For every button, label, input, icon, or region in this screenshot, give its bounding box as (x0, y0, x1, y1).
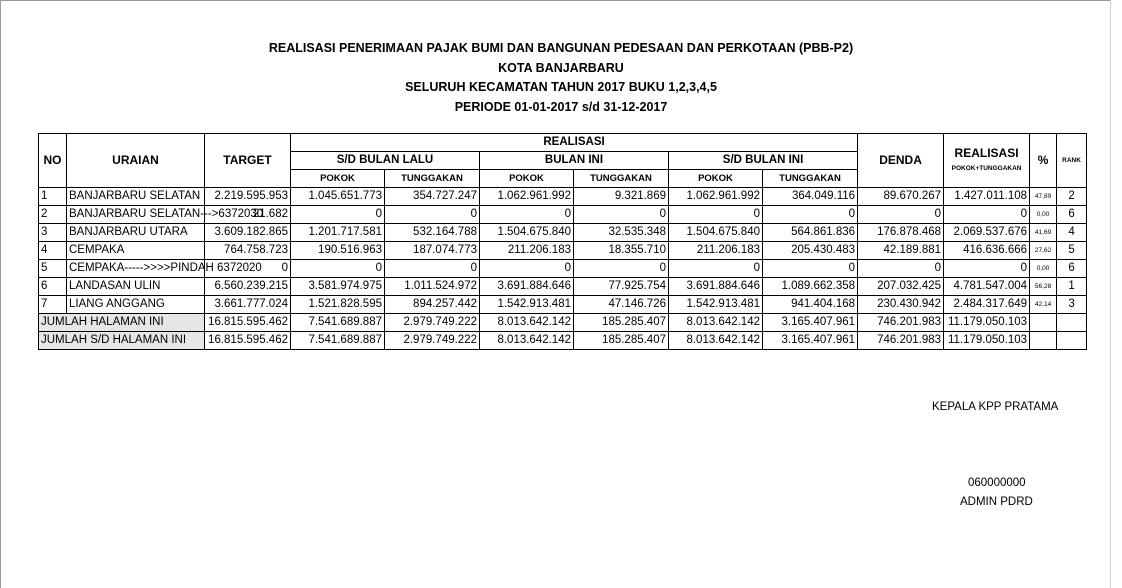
cell-no: 5 (39, 260, 67, 278)
cell-realisasi: 2.484.317.649 (944, 296, 1030, 314)
cell-rank: 6 (1057, 206, 1087, 224)
cell-target: 2.219.595.953 (205, 188, 291, 206)
cell-sd-pokok: 0 (669, 206, 763, 224)
cell-ini-pokok: 1.504.675.840 (480, 224, 574, 242)
cell-denda: 207.032.425 (858, 278, 944, 296)
cell-lalu-tunggakan: 0 (385, 260, 480, 278)
cell-pct: 47,89 (1030, 188, 1057, 206)
col-no: NO (39, 134, 67, 188)
cell-uraian: BANJARBARU SELATAN (67, 188, 205, 206)
total-label: JUMLAH S/D HALAMAN INI (39, 332, 205, 350)
cell-rank: 6 (1057, 260, 1087, 278)
cell-lalu-pokok: 1.521.828.595 (291, 296, 385, 314)
realisasi-table (38, 133, 1087, 350)
cell-target: 6.560.239.215 (205, 278, 291, 296)
col-realisasi-total-sub: POKOK+TUNGGAKAN (951, 164, 1022, 172)
col-sd-bulan-lalu: S/D BULAN LALU (291, 152, 480, 170)
cell-ini-pokok: 211.206.183 (480, 242, 574, 260)
total-denda: 746.201.983 (858, 314, 944, 332)
total-realisasi: 11.179.050.103 (944, 332, 1030, 350)
cell-sd-tunggakan: 0 (763, 206, 858, 224)
cell-sd-pokok: 1.504.675.840 (669, 224, 763, 242)
cell-lalu-tunggakan: 532.164.788 (385, 224, 480, 242)
cell-ini-pokok: 0 (480, 260, 574, 278)
total-ini-tunggakan: 185.285.407 (574, 332, 669, 350)
total-row-cumulative (39, 332, 1087, 350)
cell-target: 0 (205, 260, 291, 278)
cell-uraian: LANDASAN ULIN (67, 278, 205, 296)
page-border-top (0, 0, 1110, 1)
report-period: PERIODE 01-01-2017 s/d 31-12-2017 (454, 99, 668, 114)
cell-lalu-tunggakan: 0 (385, 206, 480, 224)
report-city: KOTA BANJARBARU (498, 60, 624, 75)
table-row (39, 206, 1087, 224)
cell-sd-tunggakan: 1.089.662.358 (763, 278, 858, 296)
cell-sd-tunggakan: 205.430.483 (763, 242, 858, 260)
cell-sd-tunggakan: 564.861.836 (763, 224, 858, 242)
col-sd-bulan-ini: S/D BULAN INI (669, 152, 858, 170)
cell-denda: 176.878.468 (858, 224, 944, 242)
cell-sd-pokok: 211.206.183 (669, 242, 763, 260)
col-realisasi-total (944, 134, 1030, 188)
cell-sd-tunggakan: 941.404.168 (763, 296, 858, 314)
cell-lalu-pokok: 0 (291, 206, 385, 224)
cell-pct: 42,14 (1030, 296, 1057, 314)
cell-sd-pokok: 3.691.884.646 (669, 278, 763, 296)
cell-ini-pokok: 3.691.884.646 (480, 278, 574, 296)
report-header (0, 39, 1122, 117)
total-lalu-pokok: 7.541.689.887 (291, 332, 385, 350)
total-pct (1030, 314, 1057, 332)
col-bulan-ini: BULAN INI (480, 152, 669, 170)
total-row-page (39, 314, 1087, 332)
total-pct (1030, 332, 1057, 350)
cell-realisasi: 0 (944, 260, 1030, 278)
cell-uraian: CEMPAKA (67, 242, 205, 260)
total-sd-pokok: 8.013.642.142 (669, 332, 763, 350)
signature-name: ADMIN PDRD (960, 496, 1033, 508)
signature-nip: 060000000 (968, 477, 1026, 489)
total-target: 16.815.595.462 (205, 314, 291, 332)
cell-sd-tunggakan: 364.049.116 (763, 188, 858, 206)
col-uraian: URAIAN (67, 134, 205, 188)
total-denda: 746.201.983 (858, 332, 944, 350)
cell-uraian: BANJARBARU UTARA (67, 224, 205, 242)
col-ini-pokok: POKOK (480, 170, 574, 188)
cell-rank: 4 (1057, 224, 1087, 242)
cell-rank: 5 (1057, 242, 1087, 260)
total-ini-tunggakan: 185.285.407 (574, 314, 669, 332)
col-realisasi-group: REALISASI (291, 134, 858, 152)
table-row (39, 260, 1087, 278)
cell-realisasi: 0 (944, 206, 1030, 224)
cell-rank: 3 (1057, 296, 1087, 314)
cell-realisasi: 4.781.547.004 (944, 278, 1030, 296)
cell-ini-tunggakan: 32.535.348 (574, 224, 669, 242)
cell-lalu-tunggakan: 187.074.773 (385, 242, 480, 260)
cell-no: 1 (39, 188, 67, 206)
total-ini-pokok: 8.013.642.142 (480, 314, 574, 332)
table-row (39, 278, 1087, 296)
cell-denda: 0 (858, 206, 944, 224)
report-title: REALISASI PENERIMAAN PAJAK BUMI DAN BANGUNAN PEDESAAN DAN PERKOTAAN (PBB-P2) (268, 41, 854, 55)
cell-no: 7 (39, 296, 67, 314)
report-scope: SELURUH KECAMATAN TAHUN 2017 BUKU 1,2,3,4,5 (405, 80, 717, 94)
cell-ini-pokok: 1.062.961.992 (480, 188, 574, 206)
cell-rank: 1 (1057, 278, 1087, 296)
signature-title: KEPALA KPP PRATAMA (932, 401, 1059, 413)
cell-lalu-pokok: 1.045.651.773 (291, 188, 385, 206)
col-denda: DENDA (858, 134, 944, 188)
total-realisasi: 11.179.050.103 (944, 314, 1030, 332)
cell-pct: 56,28 (1030, 278, 1057, 296)
table-row (39, 242, 1087, 260)
col-ini-tunggakan: TUNGGAKAN (574, 170, 669, 188)
col-lalu-pokok: POKOK (291, 170, 385, 188)
cell-rank: 2 (1057, 188, 1087, 206)
table-row (39, 296, 1087, 314)
cell-target: 21.682 (205, 206, 291, 224)
cell-lalu-tunggakan: 354.727.247 (385, 188, 480, 206)
cell-uraian: BANJARBARU SELATAN--->6372030 (67, 206, 205, 224)
cell-target: 3.609.182.865 (205, 224, 291, 242)
total-lalu-pokok: 7.541.689.887 (291, 314, 385, 332)
total-sd-pokok: 8.013.642.142 (669, 314, 763, 332)
cell-pct: 27,62 (1030, 242, 1057, 260)
total-ini-pokok: 8.013.642.142 (480, 332, 574, 350)
cell-lalu-pokok: 0 (291, 260, 385, 278)
total-target: 16.815.595.462 (205, 332, 291, 350)
cell-ini-tunggakan: 0 (574, 206, 669, 224)
cell-target: 3.661.777.024 (205, 296, 291, 314)
cell-no: 4 (39, 242, 67, 260)
cell-lalu-tunggakan: 894.257.442 (385, 296, 480, 314)
cell-ini-tunggakan: 18.355.710 (574, 242, 669, 260)
cell-target: 764.758.723 (205, 242, 291, 260)
total-sd-tunggakan: 3.165.407.961 (763, 332, 858, 350)
cell-no: 3 (39, 224, 67, 242)
col-sd-pokok: POKOK (669, 170, 763, 188)
cell-denda: 0 (858, 260, 944, 278)
cell-realisasi: 2.069.537.676 (944, 224, 1030, 242)
cell-uraian: CEMPAKA----->>>>PINDAH 6372020 (67, 260, 205, 278)
cell-sd-tunggakan: 0 (763, 260, 858, 278)
cell-denda: 230.430.942 (858, 296, 944, 314)
cell-ini-pokok: 1.542.913.481 (480, 296, 574, 314)
total-rank (1057, 314, 1087, 332)
cell-lalu-pokok: 1.201.717.581 (291, 224, 385, 242)
cell-realisasi: 1.427.011.108 (944, 188, 1030, 206)
col-target: TARGET (205, 134, 291, 188)
total-rank (1057, 332, 1087, 350)
col-rank: RANK (1057, 134, 1087, 188)
table-row (39, 224, 1087, 242)
cell-lalu-pokok: 3.581.974.975 (291, 278, 385, 296)
cell-lalu-tunggakan: 1.011.524.972 (385, 278, 480, 296)
total-label: JUMLAH HALAMAN INI (39, 314, 205, 332)
cell-lalu-pokok: 190.516.963 (291, 242, 385, 260)
total-lalu-tunggakan: 2.979.749.222 (385, 314, 480, 332)
cell-denda: 89.670.267 (858, 188, 944, 206)
cell-ini-pokok: 0 (480, 206, 574, 224)
table-row (39, 188, 1087, 206)
cell-ini-tunggakan: 9.321.869 (574, 188, 669, 206)
cell-ini-tunggakan: 77.925.754 (574, 278, 669, 296)
cell-denda: 42.189.881 (858, 242, 944, 260)
cell-ini-tunggakan: 47.146.726 (574, 296, 669, 314)
total-lalu-tunggakan: 2.979.749.222 (385, 332, 480, 350)
cell-sd-pokok: 1.542.913.481 (669, 296, 763, 314)
col-lalu-tunggakan: TUNGGAKAN (385, 170, 480, 188)
col-pct: % (1030, 134, 1057, 188)
cell-sd-pokok: 0 (669, 260, 763, 278)
cell-ini-tunggakan: 0 (574, 260, 669, 278)
col-realisasi-total-label: REALISASI (954, 145, 1019, 160)
cell-no: 6 (39, 278, 67, 296)
cell-sd-pokok: 1.062.961.992 (669, 188, 763, 206)
cell-pct: 41,69 (1030, 224, 1057, 242)
cell-pct: 0,00 (1030, 206, 1057, 224)
cell-realisasi: 416.636.666 (944, 242, 1030, 260)
cell-pct: 0,00 (1030, 260, 1057, 278)
total-sd-tunggakan: 3.165.407.961 (763, 314, 858, 332)
col-sd-tunggakan: TUNGGAKAN (763, 170, 858, 188)
cell-uraian: LIANG ANGGANG (67, 296, 205, 314)
cell-no: 2 (39, 206, 67, 224)
